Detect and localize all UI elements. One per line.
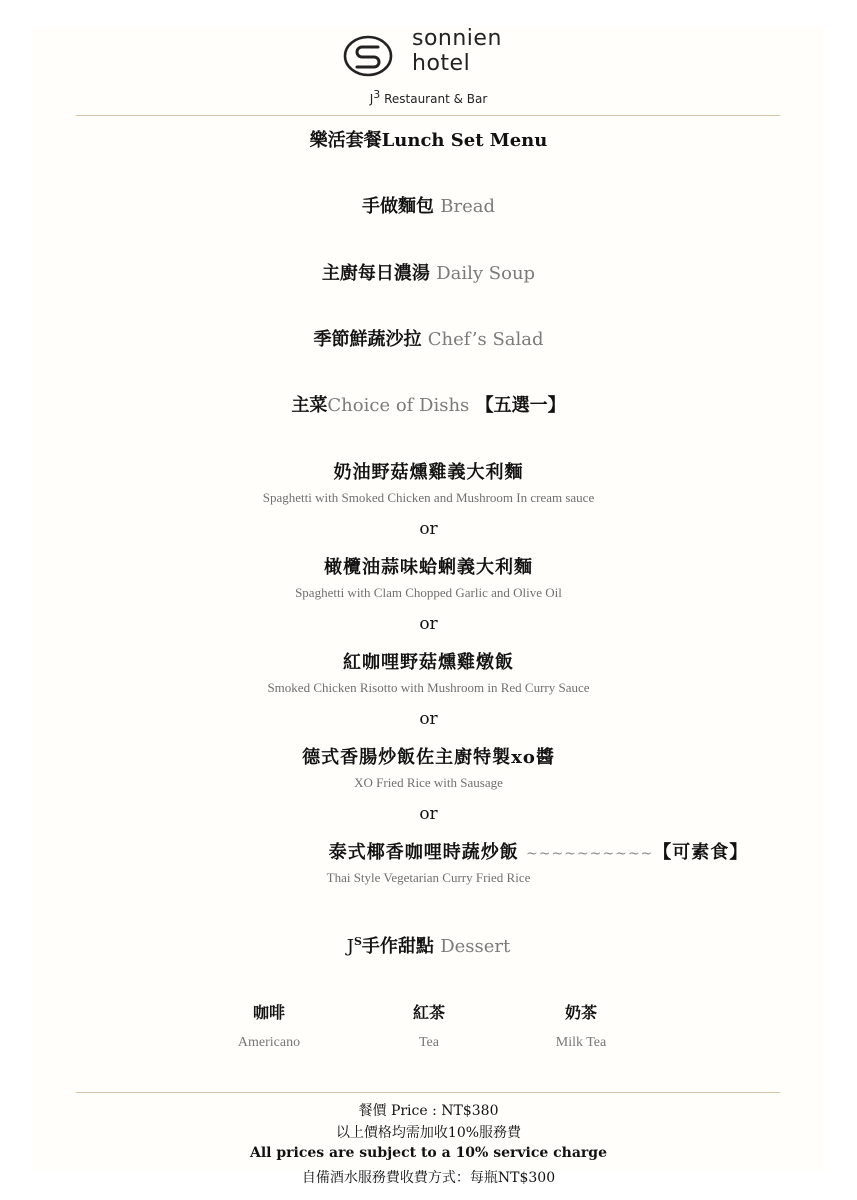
course-soup	[0, 259, 857, 285]
or-divider: or	[419, 519, 438, 539]
price-line: 餐價 Price : NT$380	[358, 1103, 499, 1119]
course-mains	[0, 391, 857, 417]
logo-line-2: hotel	[412, 51, 471, 76]
course-bread	[0, 192, 857, 218]
corkage-fee: 自備酒水服務費收費方式：每瓶NT$300	[301, 1170, 556, 1186]
dish-5-zh: 泰式椰香咖哩時蔬炒飯	[328, 842, 519, 863]
course-salad	[0, 325, 857, 351]
header-divider	[76, 115, 780, 116]
mains-zh: 主菜	[291, 395, 328, 416]
drink-en: Milk Tea	[555, 1035, 607, 1050]
restaurant-tagline	[0, 88, 857, 106]
salad-en: Chef’s Salad	[427, 329, 544, 350]
or-divider: or	[419, 614, 438, 634]
drink-zh: 紅茶	[412, 1003, 445, 1022]
drink-zh: 咖啡	[252, 1003, 285, 1022]
footer-divider	[76, 1092, 780, 1093]
service-charge-zh: 以上價格均需加收10%服務費	[335, 1125, 522, 1141]
dish-3-zh: 紅咖哩野菇燻雞燉飯	[343, 652, 514, 673]
tagline-sup: 3	[373, 88, 381, 101]
dessert-zh: 手作甜點	[361, 936, 434, 957]
logo-text	[412, 26, 502, 76]
menu-title: 樂活套餐Lunch Set Menu	[309, 130, 548, 151]
vegetarian-tag: 【可素食】	[653, 842, 749, 863]
dessert-sup: S	[353, 935, 362, 948]
salad-zh: 季節鮮蔬沙拉	[313, 329, 422, 350]
service-charge-en: All prices are subject to a 10% service charge	[249, 1145, 607, 1161]
drink-milk-tea	[521, 1000, 641, 1051]
tagline-prefix: J	[369, 92, 374, 106]
bread-zh: 手做麵包	[361, 196, 434, 217]
drink-tea	[369, 1000, 489, 1051]
soup-en: Daily Soup	[436, 263, 536, 284]
bread-en: Bread	[440, 196, 496, 217]
hotel-logo	[340, 26, 540, 86]
dish-5-en: Thai Style Vegetarian Curry Fried Rice	[326, 870, 531, 885]
dish-4-en: XO Fried Rice with Sausage	[354, 775, 503, 790]
tagline-rest: Restaurant & Bar	[380, 92, 488, 106]
sonnien-logo-icon	[342, 30, 394, 82]
dish-4-zh: 德式香腸炒飯佐主廚特製xo醬	[302, 747, 555, 768]
dish-2-en: Spaghetti with Clam Chopped Garlic and Olive Oil	[295, 585, 562, 600]
drink-en: Americano	[237, 1035, 301, 1050]
dessert-prefix: J	[346, 936, 354, 957]
soup-zh: 主廚每日濃湯	[321, 263, 430, 284]
mains-note: 【五選一】	[475, 395, 566, 416]
dish-1-en: Spaghetti with Smoked Chicken and Mushroom In cream sauce	[262, 490, 595, 505]
dish-1-zh: 奶油野菇燻雞義大利麵	[333, 462, 524, 483]
dish-5-zh-row	[110, 838, 857, 864]
mains-en: Choice of Dishs	[327, 395, 470, 416]
drink-americano	[209, 1000, 329, 1051]
dessert-en: Dessert	[440, 936, 511, 957]
course-dessert	[0, 932, 857, 958]
logo-line-1: sonnien	[412, 26, 502, 51]
or-divider: or	[419, 709, 438, 729]
dish-2-zh: 橄欖油蒜味蛤蜊義大利麵	[324, 557, 533, 578]
dish-5-dashes: ~~~~~~~~~~	[525, 846, 654, 862]
or-divider: or	[419, 804, 438, 824]
dish-3-en: Smoked Chicken Risotto with Mushroom in Red Curry Sauce	[267, 680, 590, 695]
drink-zh: 奶茶	[564, 1003, 597, 1022]
drink-en: Tea	[418, 1035, 439, 1050]
